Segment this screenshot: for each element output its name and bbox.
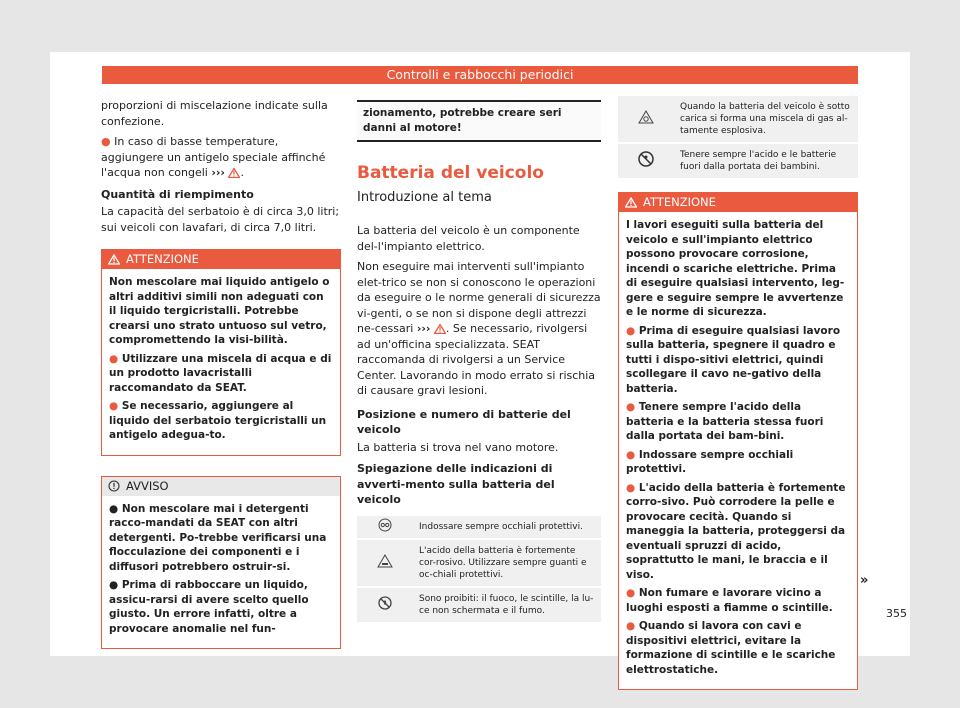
column-2 — [357, 100, 601, 624]
notice-box — [101, 476, 341, 650]
warning-box — [618, 192, 858, 690]
bullet-paragraph: ● In caso di basse temperature, aggiungere un antigelo speciale affinché l'acqua non congeli ››› . — [101, 135, 326, 179]
no-fire-icon — [357, 588, 413, 622]
warning-triangle-icon — [228, 168, 240, 178]
cross-reference[interactable]: ››› — [416, 322, 431, 335]
warning-triangle-icon — [625, 197, 637, 208]
legend-title: Spiegazione delle indicazioni di avverti-mento sulla batteria del veicolo — [357, 462, 555, 506]
battery-symbols-table — [357, 514, 601, 624]
warning-title: ATTENZIONE — [643, 195, 716, 209]
capacity-text: La capacità del serbatoio è di circa 3,0 litri; sui veicoli con lavafari, di circa 7,0 litri. — [101, 205, 340, 234]
warning-bullet: ● Utilizzare una miscela di acqua e di un prodotto lavacristalli raccomandato da SEAT. — [109, 352, 332, 394]
subsection-title: Introduzione al tema — [357, 189, 492, 205]
warning-title: ATTENZIONE — [126, 252, 199, 266]
table-cell: Tenere sempre l'acido e le batterie fuori dalla portata dei bambini. — [674, 144, 858, 178]
keep-away-children-icon — [618, 144, 674, 178]
page-header: Controlli e rabbocchi periodici — [102, 66, 858, 84]
info-circle-icon — [108, 480, 120, 492]
warning-bullet: ● Indossare sempre occhiali protettivi. — [626, 448, 794, 475]
corrosive-icon — [357, 540, 413, 586]
table-cell: Quando la batteria del veicolo è sotto carica si forma una miscela di gas al-tamente esplosiva. — [674, 96, 858, 142]
paragraph: proporzioni di miscelazione indicate sulla confezione. — [101, 99, 328, 128]
column-3 — [618, 94, 858, 690]
capacity-title: Quantità di riempimento — [101, 187, 254, 201]
table-row — [357, 588, 601, 622]
warning-intro: Non mescolare mai liquido antigelo o altri additivi simili non adeguati con il liquido tergicristalli. Potrebbe crearsi uno strato untuoso sul vetro, compromettendo la visi-bilità. — [109, 276, 330, 346]
explosive-gas-icon — [618, 96, 674, 142]
warning-bullet: ● Non fumare e lavorare vicino a luoghi esposti a fiamme o scintille. — [626, 587, 833, 614]
cross-reference[interactable]: ››› — [211, 166, 225, 179]
warning-bullet: ● Tenere sempre l'acido della batteria e la batteria stessa fuori dalla portata dei bam-bini. — [626, 401, 824, 442]
table-cell: Indossare sempre occhiali protettivi. — [413, 516, 601, 538]
eye-protection-icon — [357, 516, 413, 538]
table-cell: Sono proibiti: il fuoco, le scintille, la lu-ce non schermata e il fumo. — [413, 588, 601, 622]
warning-bullet: ● L'acido della batteria è fortemente corro-sivo. Può corrodere la pelle e provocare cecità. Quando si maneggia la batteria, proteggersi da eventuali spruzzi di acido, soprattutto le mani, le braccia e il viso. — [626, 481, 846, 581]
warning-bullet: ● Se necessario, aggiungere al liquido del serbatoio tergicristalli un antigelo adegua-to. — [109, 400, 327, 441]
position-text: La batteria si trova nel vano motore. — [357, 440, 559, 454]
warning-body — [619, 212, 857, 689]
battery-symbols-table-cont — [618, 94, 858, 180]
notice-header — [102, 477, 340, 496]
table-row — [357, 540, 601, 586]
notice-bullet: ● Prima di rabboccare un liquido, assicu-rarsi di avere scelto quello giusto. Un errore infatti, oltre a provocare anomalie nel fun- — [109, 579, 309, 635]
warning-header — [102, 250, 340, 269]
paragraph: Non eseguire mai interventi sull'impianto elet-trico se non si conoscono le operazioni da eseguire o le norme generali di sicurezza vi-genti, o se non si dispone degli attrezzi ne-cessari ››› . Se necessario, rivolgersi ad un'officina specializzata. SEAT raccomanda di rivolgersi a un Service Center. Lavorando in modo errato si rischia di causare gravi lesioni. — [357, 260, 601, 397]
next-page-arrow: » — [860, 573, 869, 588]
position-title: Posizione e numero di batterie del veicolo — [357, 407, 571, 436]
section-title: Batteria del veicolo — [357, 163, 544, 183]
column-1 — [101, 98, 341, 649]
warning-body — [102, 269, 340, 455]
table-row — [357, 516, 601, 538]
paragraph: La batteria del veicolo è un componente del-l'impianto elettrico. — [357, 224, 580, 253]
warning-bullet: ● Quando si lavora con cavi e dispositivi elettrici, evitare la formazione di scintille e le scariche elettrostatiche. — [626, 620, 836, 676]
warning-box — [101, 249, 341, 456]
notice-title: AVVISO — [126, 478, 169, 493]
warning-triangle-icon — [108, 254, 120, 265]
table-row — [618, 144, 858, 178]
notice-continuation: zionamento, potrebbe creare seri danni al motore! — [357, 100, 601, 142]
table-cell: L'acido della batteria è fortemente cor-rosivo. Utilizzare sempre guanti e oc-chiali protettivi. — [413, 540, 601, 586]
table-row — [618, 96, 858, 142]
warning-intro: I lavori eseguiti sulla batteria del veicolo e sull'impianto elettrico possono provocare corrosione, incendi o scariche elettriche. Prima di eseguire qualsiasi intervento, leg-gere e seguire sempre le avvertenze e le norme di sicurezza. — [626, 219, 845, 318]
notice-body — [102, 496, 340, 649]
warning-triangle-icon — [434, 324, 446, 334]
bullet-icon: ● — [101, 135, 111, 148]
warning-bullet: ● Prima di eseguire qualsiasi lavoro sulla batteria, spegnere il quadro e tutti i dispo-sitivi elettrici, quindi scollegare il cavo ne-gativo della batteria. — [626, 324, 841, 395]
warning-header — [619, 193, 857, 212]
notice-bullet: ● Non mescolare mai i detergenti racco-mandati da SEAT con altri detergenti. Po-trebbe verificarsi una flocculazione dei componenti e i diffusori potrebbero ostruir-si. — [109, 502, 327, 573]
page-number: 355 — [886, 607, 907, 620]
